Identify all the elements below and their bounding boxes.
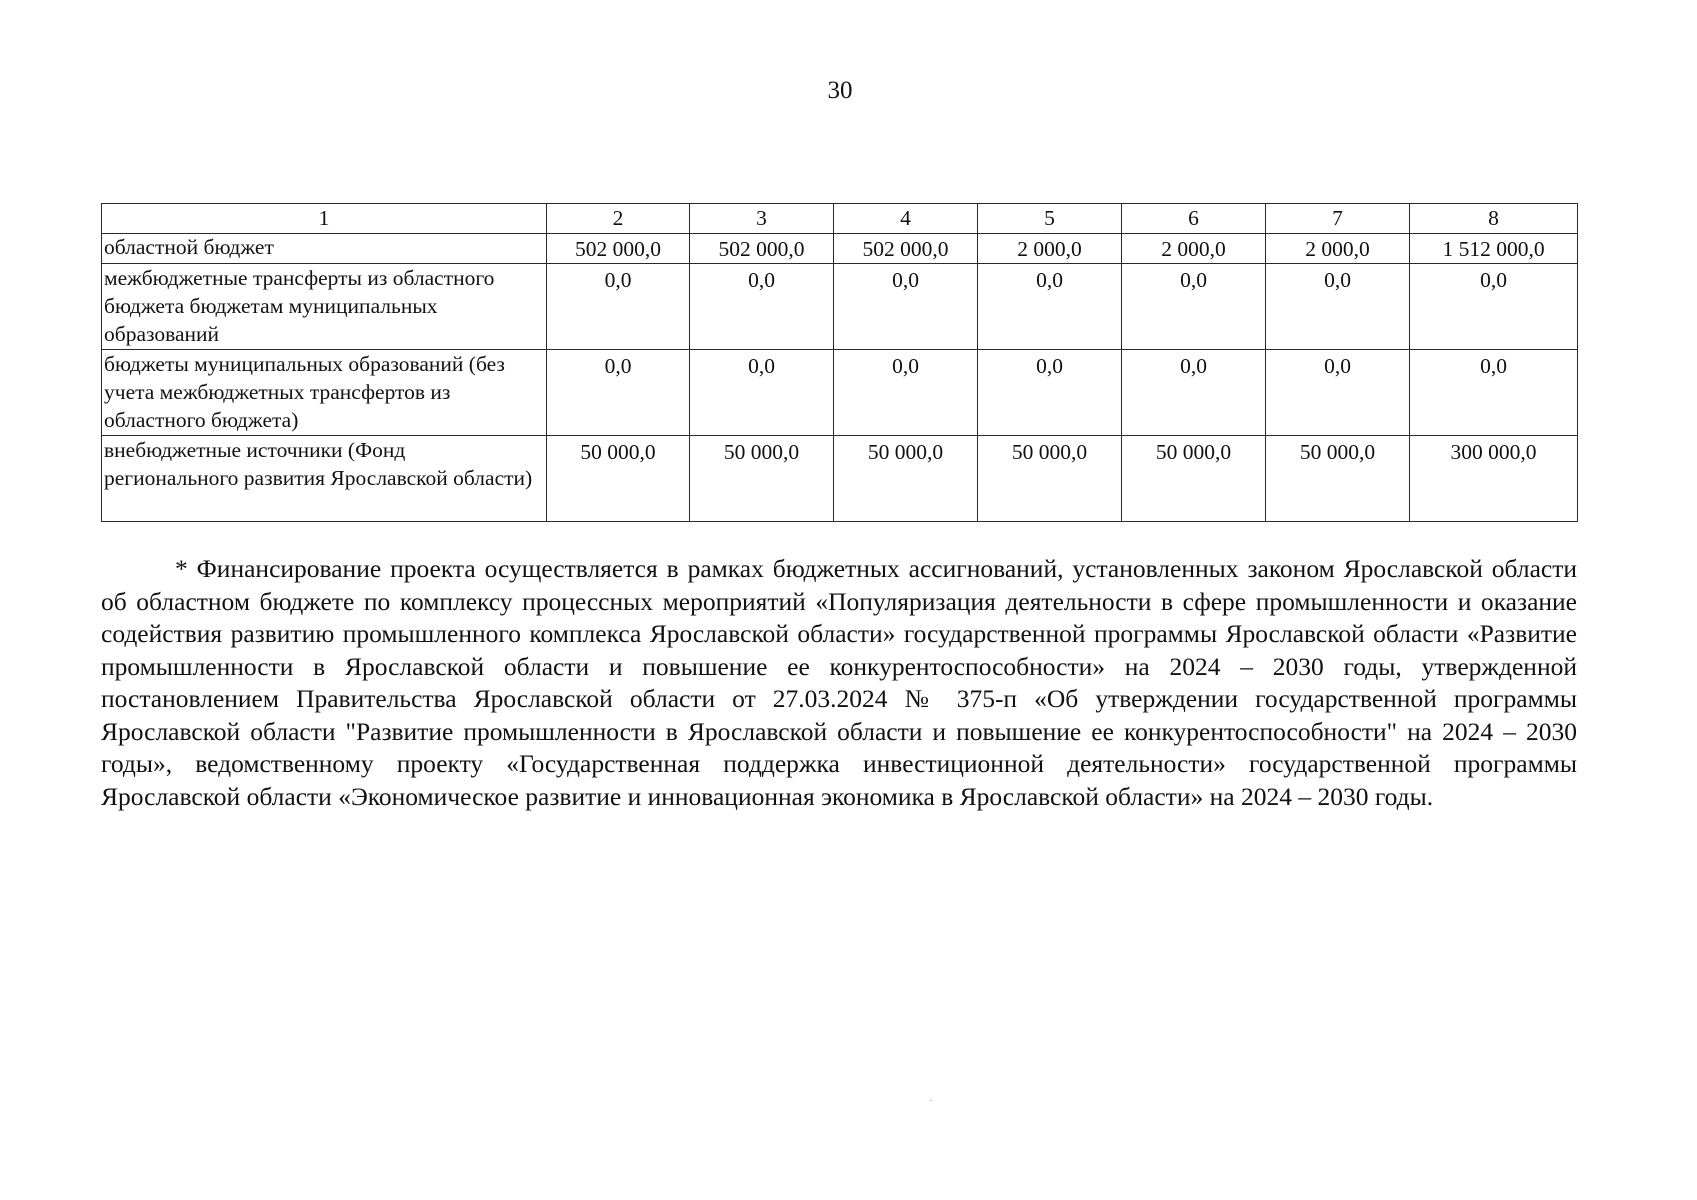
table-row-interbudget-transfers xyxy=(102,264,1578,350)
column-header: 5 xyxy=(978,204,1122,234)
page-number: 30 xyxy=(827,77,853,104)
row-label: бюджеты муниципальных образований (без учета межбюджетных трансфертов из областного бюджета) xyxy=(102,350,547,436)
table-cell: 0,0 xyxy=(690,350,834,436)
table-cell: 50 000,0 xyxy=(1122,436,1266,522)
table-cell: 50 000,0 xyxy=(978,436,1122,522)
table-cell: 0,0 xyxy=(1266,264,1410,350)
table-cell: 50 000,0 xyxy=(690,436,834,522)
table-cell: 0,0 xyxy=(1410,350,1578,436)
table-cell: 50 000,0 xyxy=(547,436,690,522)
table-cell: 2 000,0 xyxy=(1122,234,1266,264)
footnote-paragraph: * Финансирование проекта осуществляется в рамках бюджетных ассигнований, установленных законом Ярославской области об областном бюджете по комплексу процессных мероприятий «Популяризация деятельности в сфере промышленности и оказание содействия развитию промышленного комплекса Ярославской области» государственной программы Ярославской области «Развитие промышленности в Ярославской области и повышение ее конкурентоспособности» на 2024 – 2030 годы, утвержденной постановлением Правительства Ярославской области от 27.03.2024 № 375-п «Об утверждении государственной программы Ярославской области "Развитие промышленности в Ярославской области и повышение ее конкурентоспособности" на 2024 – 2030 годы», ведомственному проекту «Государственная поддержка инвестиционной деятельности» государственной программы Ярославской области «Экономическое развитие и инновационная экономика в Ярославской области» на 2024 – 2030 годы. xyxy=(101,554,1577,811)
table-cell: 0,0 xyxy=(1266,350,1410,436)
table-cell: 0,0 xyxy=(978,350,1122,436)
table-row-municipal-budgets xyxy=(102,350,1578,436)
scan-speck xyxy=(930,1100,932,1101)
table-cell: 502 000,0 xyxy=(690,234,834,264)
table-row-regional-budget xyxy=(102,234,1578,264)
table-cell: 0,0 xyxy=(1122,350,1266,436)
table-cell: 502 000,0 xyxy=(834,234,978,264)
column-header: 8 xyxy=(1410,204,1578,234)
row-label: внебюджетные источники (Фонд регионального развития Ярославской области) xyxy=(102,436,547,522)
table-cell: 0,0 xyxy=(834,350,978,436)
table-cell: 2 000,0 xyxy=(978,234,1122,264)
row-label: межбюджетные трансферты из областного бюджета бюджетам муниципальных образований xyxy=(102,264,547,350)
table-cell: 0,0 xyxy=(834,264,978,350)
row-label: областной бюджет xyxy=(102,234,547,264)
column-header: 4 xyxy=(834,204,978,234)
table-cell: 0,0 xyxy=(1122,264,1266,350)
table-cell: 0,0 xyxy=(547,264,690,350)
column-header: 3 xyxy=(690,204,834,234)
table-row-extrabudgetary-sources xyxy=(102,436,1578,522)
table-cell: 0,0 xyxy=(1410,264,1578,350)
table-cell: 1 512 000,0 xyxy=(1410,234,1578,264)
table-cell: 0,0 xyxy=(547,350,690,436)
column-header: 2 xyxy=(547,204,690,234)
table-cell: 50 000,0 xyxy=(834,436,978,522)
table-cell: 300 000,0 xyxy=(1410,436,1578,522)
column-header: 1 xyxy=(102,204,547,234)
table-header-row xyxy=(102,204,1578,234)
column-header: 6 xyxy=(1122,204,1266,234)
table-cell: 50 000,0 xyxy=(1266,436,1410,522)
table-cell: 0,0 xyxy=(690,264,834,350)
financing-table xyxy=(101,203,1578,522)
table-cell: 502 000,0 xyxy=(547,234,690,264)
table-cell: 2 000,0 xyxy=(1266,234,1410,264)
column-header: 7 xyxy=(1266,204,1410,234)
table-cell: 0,0 xyxy=(978,264,1122,350)
